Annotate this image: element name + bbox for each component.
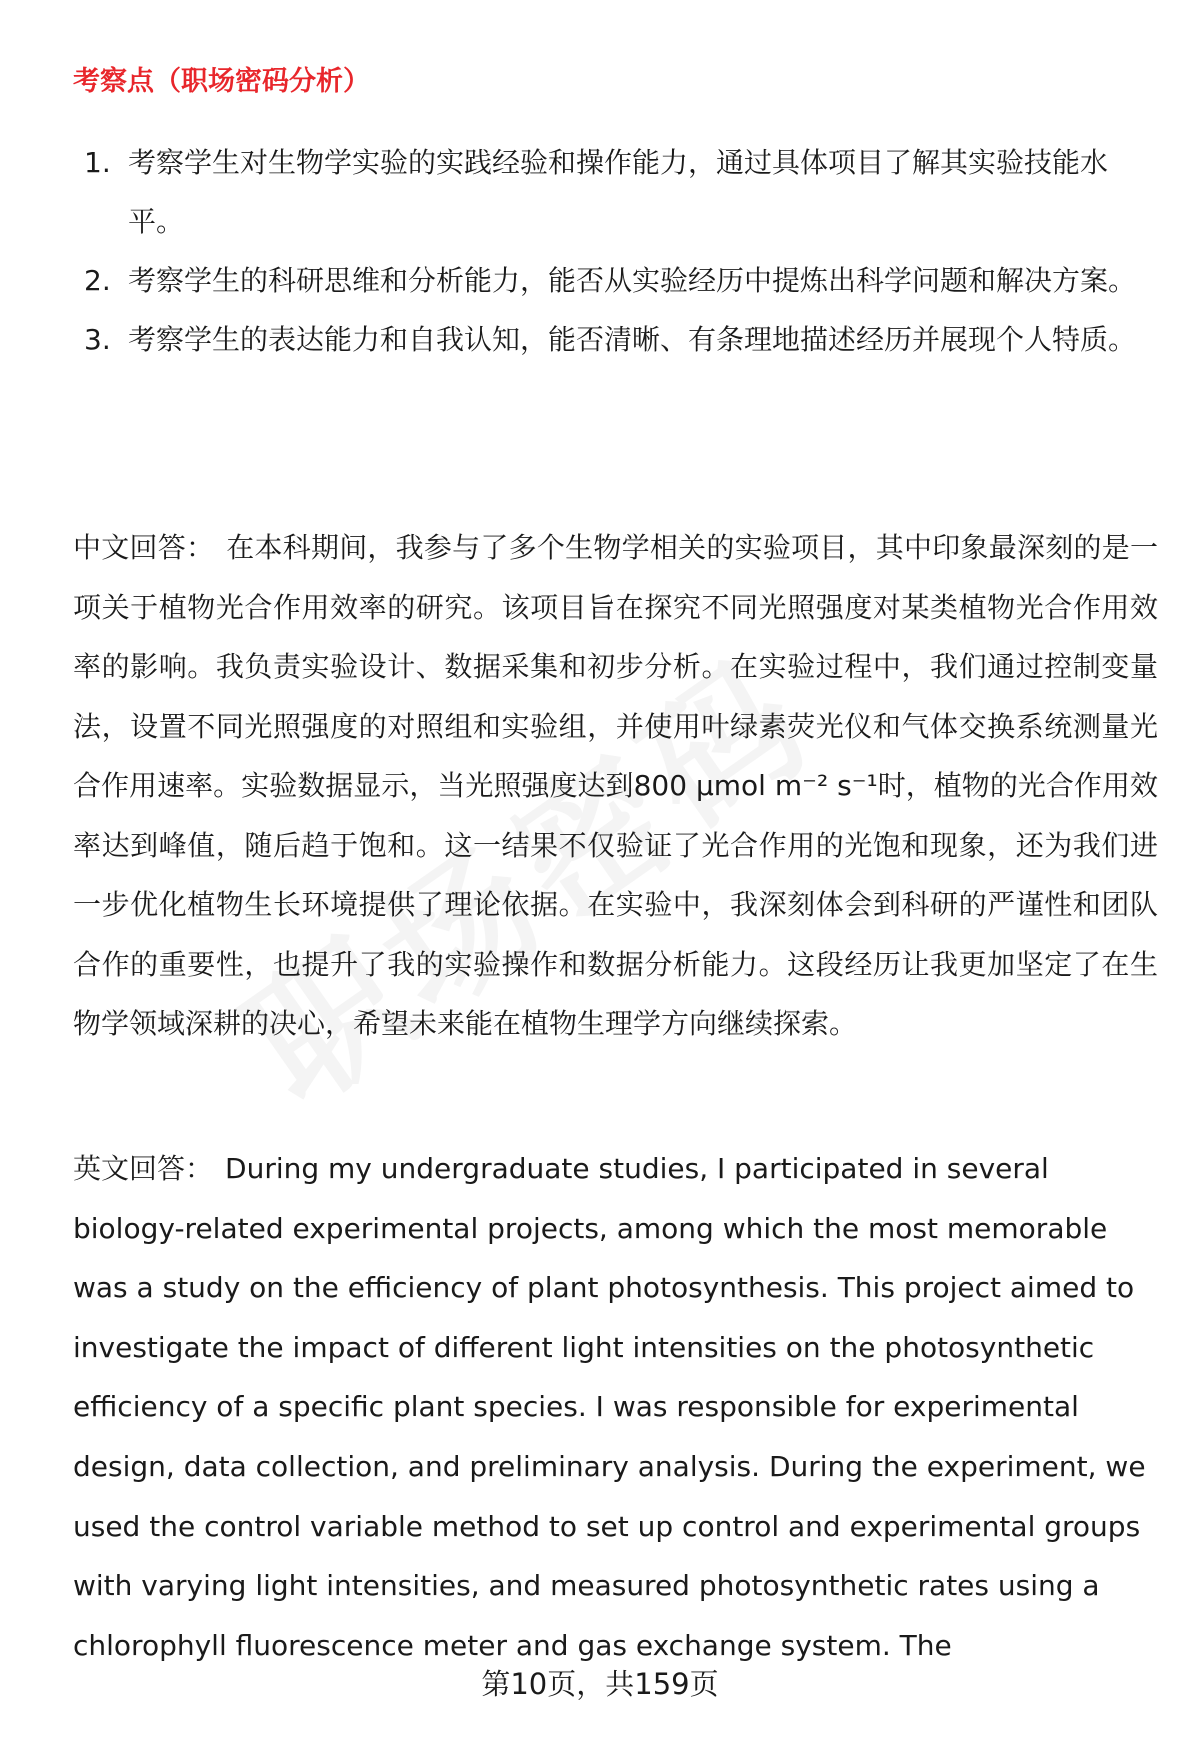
list-item — [73, 251, 1153, 310]
section-heading: 考察点（职场密码分析） — [73, 66, 370, 97]
chinese-answer-text: 在本科期间，我参与了多个生物学相关的实验项目，其中印象最深刻的是一项关于植物光合作用效率的研究。该项目旨在探究不同光照强度对某类植物光合作用效率的影响。我负责实验设计、数据采集和初步分析。在实验过程中，我们通过控制变量法，设置不同光照强度的对照组和实验组，并使用叶绿素荧光仪和气体交换系统测量光合作用速率。实验数据显示，当光照强度达到800 μmol m⁻² s⁻¹时，植物的光合作用效率达到峰值，随后趋于饱和。这一结果不仅验证了光合作用的光饱和现象，还为我们进一步优化植物生长环境提供了理论依据。在实验中，我深刻体会到科研的严谨性和团队合作的重要性，也提升了我的实验操作和数据分析能力。这段经历让我更加坚定了在生物学领域深耕的决心，希望未来能在植物生理学方向继续探索。 — [73, 531, 1158, 1040]
chinese-answer-paragraph — [73, 518, 1158, 1054]
list-item-number: 3. — [84, 323, 111, 356]
page-number-footer: 第10页，共159页 — [481, 1667, 719, 1701]
chinese-answer-label: 中文回答： — [73, 531, 215, 564]
list-item — [73, 133, 1153, 251]
list-item — [73, 310, 1153, 369]
list-item-number: 2. — [84, 264, 111, 297]
assessment-points-list — [73, 133, 1153, 369]
english-answer-text: During my undergraduate studies, I participated in several biology-related experimental projects, among which the most memorable was a study on the efficiency of plant photosynthesis. This project aimed to investigate the impact of different light intensities on the photosynthetic efficiency of a specific plant species. I was responsible for experimental design, data collection, and preliminary analysis. During the experiment, we used the control variable method to set up control and experimental groups with varying light intensities, and measured photosynthetic rates using a chlorophyll fluorescence meter and gas exchange system. The — [73, 1152, 1146, 1662]
list-item-text: 考察学生对生物学实验的实践经验和操作能力，通过具体项目了解其实验技能水平。 — [128, 146, 1109, 238]
list-item-number: 1. — [84, 146, 111, 179]
list-item-text: 考察学生的表达能力和自我认知，能否清晰、有条理地描述经历并展现个人特质。 — [128, 323, 1137, 356]
english-answer-label: 英文回答： — [73, 1152, 214, 1185]
english-answer-paragraph — [73, 1139, 1158, 1675]
list-item-text: 考察学生的科研思维和分析能力，能否从实验经历中提炼出科学问题和解决方案。 — [128, 264, 1137, 297]
